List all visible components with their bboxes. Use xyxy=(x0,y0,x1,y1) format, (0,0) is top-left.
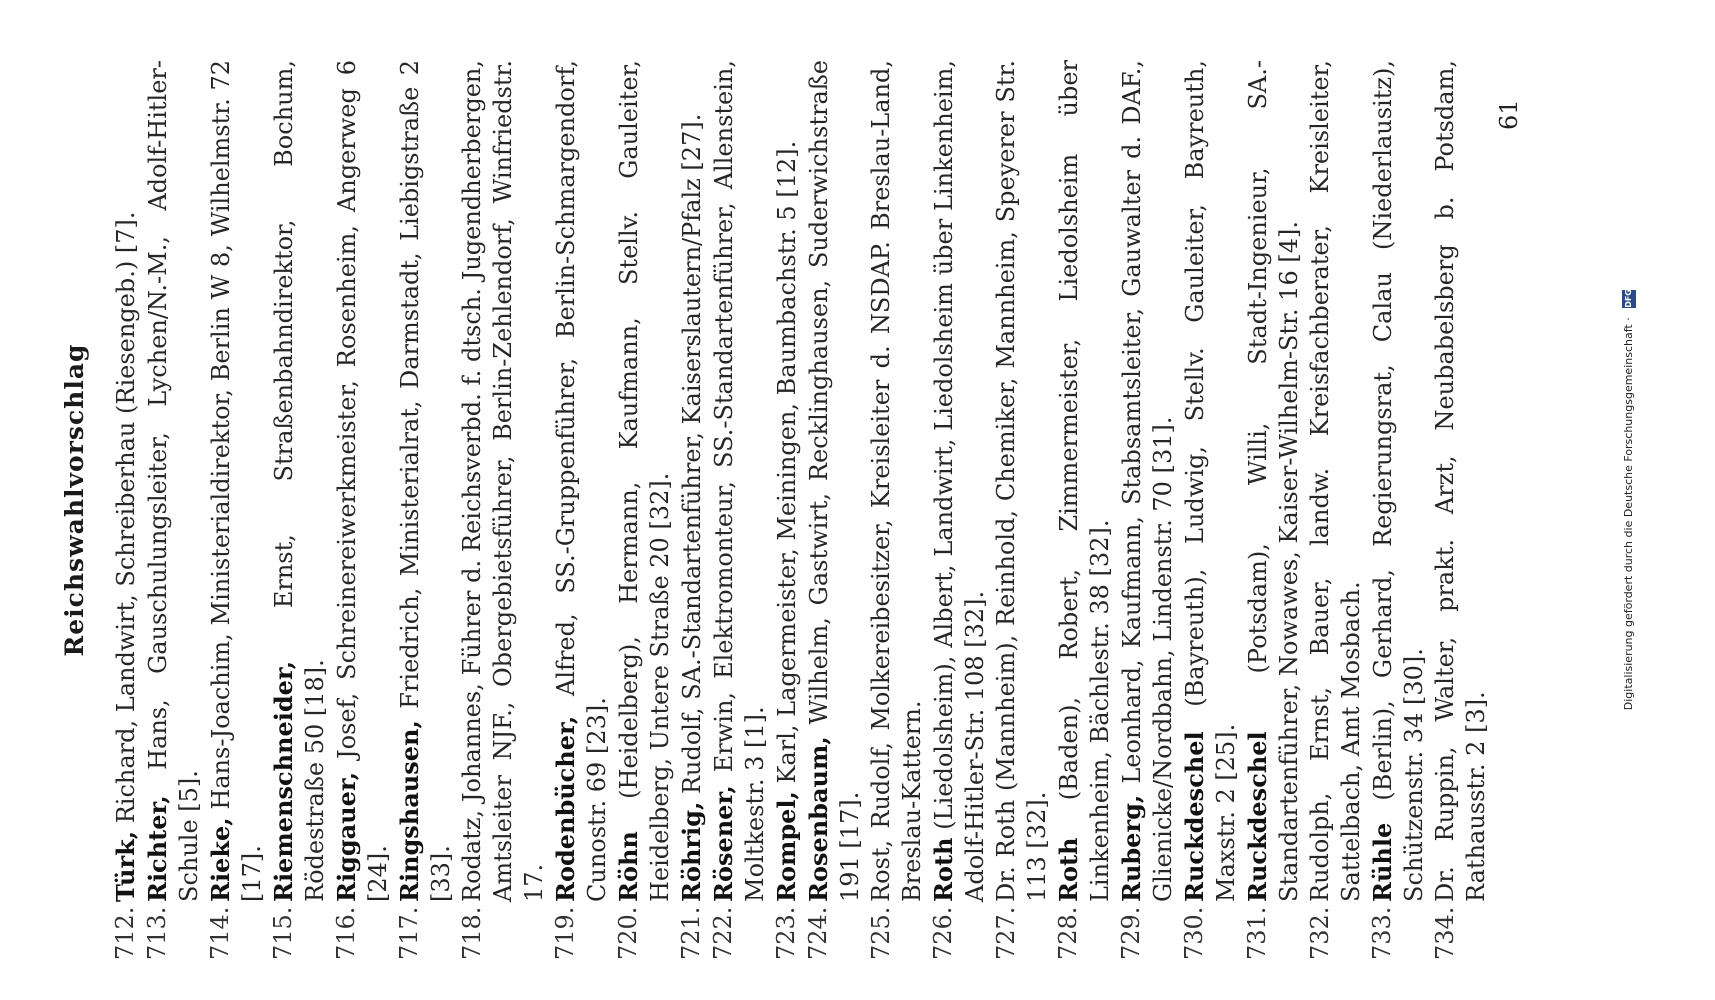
entry-text: (Bayreuth), Ludwig, Stellv. Gauleiter, Bayreuth, Maxstr. 2 [25]. xyxy=(1181,60,1240,902)
entry-text: Erwin, Elektromonteur, SS.-Standartenführer, Allenstein, Moltkestr. 3 [1]. xyxy=(710,60,769,902)
entry-text: Friedrich, Ministerialrat, Darmstadt, Liebigstraße 2 [33]. xyxy=(396,60,455,902)
footer-text: Digitalisierung gefördert durch die Deutsche Forschungsgemeinschaft · xyxy=(1622,317,1635,711)
entry-text: (Heidelberg), Hermann, Kaufmann, Stellv. Gauleiter, Heidelberg, Untere Straße 20 [32]. xyxy=(615,60,674,902)
list-item xyxy=(268,60,331,960)
entry-text: (Baden), Robert, Zimmermeister, Liedolsheim über Linkenheim, Bächlestr. 38 [32]. xyxy=(1055,60,1114,902)
entry-text: Rudolf, SA.-Standartenführer, Kaiserslautern/Pfalz [27]. xyxy=(678,113,706,802)
entry-text: Rodatz, Johannes, Führer d. Reichsverbd. f. dtsch. Jugendherbergen, Amtsleiter NJF., Obergebietsführer, Berlin-Zehlendorf, Winfriedstr. 17. xyxy=(458,60,548,902)
entry-name: Röhn xyxy=(614,831,643,902)
entry-number: 712. xyxy=(111,906,139,960)
entry-text: (Liedolsheim), Albert, Landwirt, Liedolsheim über Linkenheim, Adolf-Hitler-Str. 108 [32]. xyxy=(930,60,989,902)
list-item xyxy=(110,60,142,960)
list-item xyxy=(331,60,394,960)
entry-name: Richter, xyxy=(143,795,172,902)
entry-name: Ruckdeschel xyxy=(1180,731,1209,902)
list-item xyxy=(866,60,928,960)
entry-number: 732. xyxy=(1306,906,1334,960)
entry-name: Roth xyxy=(1054,837,1083,902)
list-item xyxy=(1430,60,1492,960)
entry-text: Hans, Gauschulungsleiter, Lychen/N.-M., Adolf-Hitler-Schule [5]. xyxy=(144,60,203,902)
entry-number: 723. xyxy=(772,906,800,960)
list-item xyxy=(708,60,771,960)
list-item xyxy=(1305,60,1367,960)
list-item xyxy=(457,60,550,960)
entry-number: 718. xyxy=(458,906,486,960)
entry-name: Rompel, xyxy=(772,791,801,902)
entry-number: 715. xyxy=(269,906,297,960)
entry-text: Leonhard, Kaufmann, Stabsamtsleiter, Gauwalter d. DAF., Glienicke/Nordbahn, Lindenstr. 70 [31]. xyxy=(1118,60,1177,902)
entry-text: Karl, Lagermeister, Meiningen, Baumbachstr. 5 [12]. xyxy=(773,140,801,792)
list-item xyxy=(613,60,676,960)
entry-name: Rösener, xyxy=(709,785,738,902)
entry-name: Türk, xyxy=(111,830,140,902)
entry-number: 726. xyxy=(929,906,957,960)
entry-number: 720. xyxy=(614,906,642,960)
list-item xyxy=(394,60,457,960)
list-item xyxy=(550,60,613,960)
digitization-footer xyxy=(1622,0,1636,1000)
entry-text: Hans-Joachim, Ministerialdirektor, Berlin W 8, Wilhelmstr. 72 [17]. xyxy=(207,60,266,902)
list-item xyxy=(928,60,991,960)
list-item xyxy=(1179,60,1242,960)
entry-number: 730. xyxy=(1180,906,1208,960)
entry-name: Rosenbaum, xyxy=(804,736,833,902)
entry-number: 724. xyxy=(804,906,832,960)
list-item xyxy=(142,60,205,960)
entry-number: 717. xyxy=(395,906,423,960)
entry-number: 728. xyxy=(1054,906,1082,960)
entry-number: 719. xyxy=(551,906,579,960)
entry-text: Richard, Landwirt, Schreiberhau (Riesengeb.) [7]. xyxy=(112,211,140,831)
entry-name: Roth xyxy=(929,837,958,902)
entry-text: Ernst, Straßenbahndirektor, Bochum, Rödestraße 50 [18]. xyxy=(270,60,329,902)
entry-number: 733. xyxy=(1368,906,1396,960)
entry-name: Rodenbücher, xyxy=(551,715,580,902)
list-item xyxy=(676,60,708,960)
list-item xyxy=(803,60,866,960)
entry-text: Alfred, SS.-Gruppenführer, Berlin-Schmargendorf, Cunostr. 69 [23]. xyxy=(552,60,611,902)
list-item xyxy=(991,60,1053,960)
entry-number: 727. xyxy=(992,906,1020,960)
entry-name: Röhrig, xyxy=(677,801,706,902)
entry-text: Rost, Rudolf, Molkereibesitzer, Kreisleiter d. NSDAP. Breslau-Land, Breslau-Kattern. xyxy=(867,60,926,902)
page-header-title: Reichswahlvorschlag xyxy=(60,343,89,657)
entry-text: (Potsdam), Willi, Stadt-Ingenieur, SA.-Standartenführer, Nowawes, Kaiser-Wilhelm-Str. 16 [4]. xyxy=(1244,60,1303,902)
list-item xyxy=(771,60,803,960)
entry-number: 713. xyxy=(143,906,171,960)
list-item xyxy=(1053,60,1116,960)
entry-list xyxy=(110,60,1510,960)
entry-number: 731. xyxy=(1243,906,1271,960)
entry-text: Josef, Schreinereiwerkmeister, Rosenheim, Angerweg 6 [24]. xyxy=(333,60,392,902)
list-item xyxy=(1367,60,1430,960)
entry-name: Ringshausen, xyxy=(395,720,424,902)
entry-name: Ruckdeschel xyxy=(1243,731,1272,902)
entry-number: 725. xyxy=(867,906,895,960)
entry-text: Rudolph, Ernst, Bauer, landw. Kreisfachberater, Kreisleiter, Sattelbach, Amt Mosbach. xyxy=(1306,60,1365,902)
page-number: 61 xyxy=(1495,99,1523,130)
entry-number: 716. xyxy=(332,906,360,960)
entry-number: 729. xyxy=(1117,906,1145,960)
entry-name: Riemenschneider, xyxy=(269,660,298,902)
entry-number: 722. xyxy=(709,906,737,960)
list-item xyxy=(1242,60,1305,960)
entry-name: Riggauer, xyxy=(332,771,361,902)
entry-name: Rühle xyxy=(1368,822,1397,902)
entry-text: (Berlin), Gerhard, Regierungsrat, Calau (Niederlausitz), Schützenstr. 34 [30]. xyxy=(1369,60,1428,902)
entry-number: 721. xyxy=(677,906,705,960)
dfg-logo: DFG xyxy=(1622,290,1636,308)
list-item xyxy=(1116,60,1179,960)
entry-name: Rieke, xyxy=(206,817,235,902)
entry-number: 734. xyxy=(1431,906,1459,960)
entry-text: Dr. Ruppin, Walter, prakt. Arzt, Neubabelsberg b. Potsdam, Rathausstr. 2 [3]. xyxy=(1431,60,1490,902)
entry-text: Wilhelm, Gastwirt, Recklinghausen, Suderwichstraße 191 [17]. xyxy=(805,60,864,902)
list-item xyxy=(205,60,268,960)
entry-name: Ruberg, xyxy=(1117,794,1146,902)
entry-text: Dr. Roth (Mannheim), Reinhold, Chemiker, Mannheim, Speyerer Str. 113 [32]. xyxy=(992,60,1051,902)
entry-number: 714. xyxy=(206,906,234,960)
